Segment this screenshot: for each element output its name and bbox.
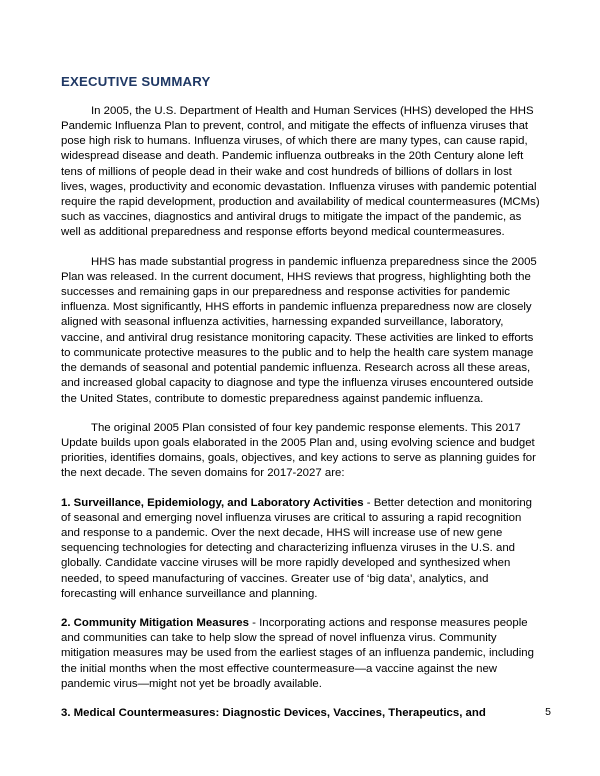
domain-3-title: 3. Medical Countermeasures: Diagnostic Devices, Vaccines, Therapeutics, and — [61, 706, 486, 719]
domain-1-title: 1. Surveillance, Epidemiology, and Laboratory Activities — [61, 496, 364, 509]
domain-item-2 — [61, 616, 540, 692]
page-content — [61, 74, 540, 721]
page-title: EXECUTIVE SUMMARY — [61, 74, 211, 89]
domain-item-1 — [61, 496, 540, 602]
paragraph-progress-since-2005: HHS has made substantial progress in pandemic influenza preparedness since the 2005 Plan was released. In the current document, HHS reviews that progress, highlighting both the successes and remaining gaps in our preparedness and response activities for pandemic influenza. Most significantly, HHS efforts in pandemic influenza preparedness now are closely aligned with seasonal influenza activities, harnessing expanded surveillance, laboratory, vaccine, and antiviral drug resistance monitoring capacity. These activities are linked to efforts to communicate protective measures to the public and to help the health care system manage the demands of seasonal and potential pandemic influenza. Research across all these areas, and increased global capacity to diagnose and type the influenza viruses encountered outside the United States, contribute to domestic preparedness against pandemic influenza. — [61, 255, 537, 405]
paragraph-intro-2005-plan: In 2005, the U.S. Department of Health and Human Services (HHS) developed the HHS Pandemic Influenza Plan to prevent, control, and mitigate the effects of influenza viruses that pose high risk to humans. Influenza viruses, of which there are many types, can cause rapid, widespread disease and death. Pandemic influenza outbreaks in the 20th Century alone left tens of millions of people dead in their wake and cost hundreds of billions of dollars in lost lives, wages, productivity and economic devastation. Influenza viruses with pandemic potential require the rapid development, production and availability of medical countermeasures (MCMs) such as vaccines, diagnostics and antiviral drugs to mitigate the impact of the pandemic, as well as additional preparedness and response efforts beyond medical countermeasures. — [61, 104, 540, 239]
domain-2-body: - Incorporating actions and response measures people and communities can take to help slow the spread of novel influenza virus. Community mitigation measures may be used from the earliest stages of an influenza pandemic, including the initial months when the most effective countermeasure—a vaccine against the new pandemic virus—might not yet be broadly available. — [61, 616, 534, 690]
domain-1-body: - Better detection and monitoring of seasonal and emerging novel influenza viruses are critical to assuring a rapid recognition and response to a pandemic. Over the next decade, HHS will increase use of new gene sequencing technologies for detecting and characterizing influenza viruses in the U.S. and globally. Candidate vaccine viruses will be more rapidly developed and synthesized when needed, to speed manufacturing of vaccines. Greater use of ‘big data’, analytics, and forecasting will enhance surveillance and planning. — [61, 496, 533, 600]
page-number: 5 — [545, 706, 551, 718]
paragraph-2017-update-domains: The original 2005 Plan consisted of four key pandemic response elements. This 2017 Update builds upon goals elaborated in the 2005 Plan and, using evolving science and budget priorities, identifies domains, goals, objectives, and key actions to serve as planning guides for the next decade. The seven domains for 2017-2027 are: — [61, 421, 536, 480]
domain-item-3 — [61, 706, 540, 721]
domain-2-title: 2. Community Mitigation Measures — [61, 616, 249, 629]
